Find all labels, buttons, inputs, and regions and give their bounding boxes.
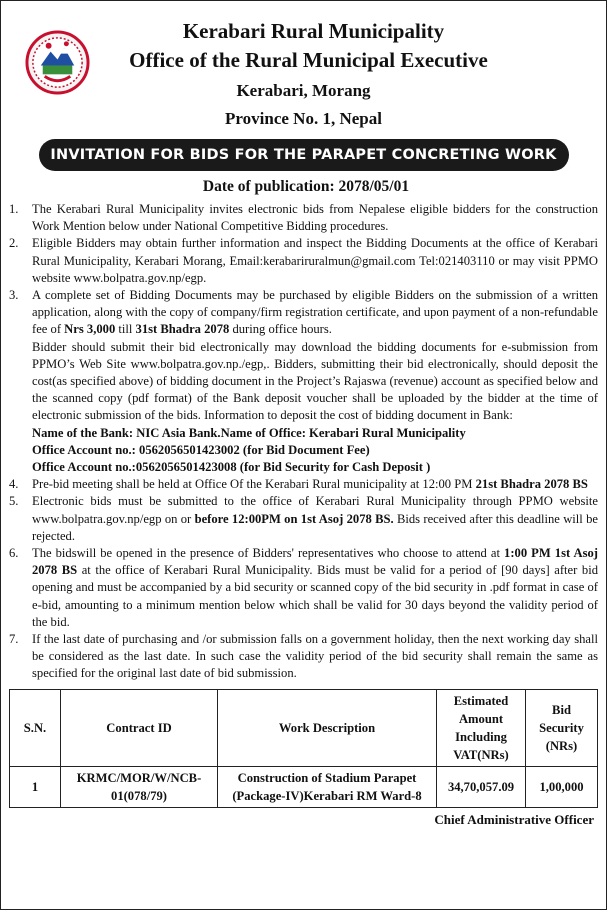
- item-text: [32, 545, 598, 631]
- bank-account-fee: Office Account no.: 0562056501423002 (for Bid Document Fee): [32, 442, 370, 457]
- purchase-deadline: 31st Bhadra 2078: [135, 322, 230, 337]
- text-span: Bidder should submit their bid electronically may download the bidding documents for e-submission from PPMO’s Web Site: [32, 339, 598, 371]
- text-span: Electronic bids must be submitted to the office of Kerabari Rural Municipality through PPMO website: [32, 494, 598, 509]
- text-span: /egp.: [181, 270, 207, 285]
- item-text: [32, 493, 598, 545]
- col-header-sn: S.N.: [10, 689, 61, 766]
- list-item: [9, 287, 598, 339]
- col-header-estimated-amount: [437, 689, 526, 766]
- table-row: [10, 766, 598, 807]
- item-number: 3.: [9, 288, 19, 303]
- item-number: 2.: [9, 236, 19, 251]
- text-span: or may visit PPMO website: [32, 253, 598, 285]
- cell-estimated-amount: 34,70,057.09: [437, 766, 526, 807]
- item-number: 1.: [9, 202, 19, 216]
- fee-amount: Nrs 3,000: [64, 322, 116, 337]
- notice-title-banner: INVITATION FOR BIDS FOR THE PARAPET CONCRETING WORK: [39, 139, 569, 171]
- province-line: Province No. 1, Nepal: [225, 109, 382, 128]
- e-submission-paragraph: [9, 339, 598, 425]
- item-text: The Kerabari Rural Municipality invites electronic bids from Nepalese eligible bidders for the construction Work Mention below under National Competitive Bidding procedures.: [32, 202, 598, 234]
- item-number: 6.: [9, 546, 19, 561]
- table-header-row: [10, 689, 598, 766]
- municipality-name: Kerabari Rural Municipality: [182, 19, 445, 43]
- item-number: 4.: [9, 477, 19, 492]
- bid-table: [9, 689, 598, 808]
- header-line: Including: [455, 729, 507, 744]
- cell-work-description: [218, 766, 437, 807]
- list-item: [9, 235, 598, 287]
- text-span: Bids received after this deadline will be rejected.: [32, 511, 598, 543]
- item-number: 7.: [9, 632, 19, 647]
- cell-line: (Package-IV)Kerabari RM Ward-8: [232, 788, 422, 803]
- item-text: If the last date of purchasing and /or submission falls on a government holiday, then the next working day shall be considered as the last date. In such case the validity period of the bid security shall remain the same as specified for the original last date of bid submission.: [32, 632, 598, 681]
- text-span: during office hours.: [229, 322, 332, 337]
- bank-name-line: Name of the Bank: NIC Asia Bank.Name of Office: Kerabari Rural Municipality: [32, 425, 466, 440]
- office-name: Office of the Rural Municipal Executive: [129, 48, 488, 72]
- cell-bid-security: 1,00,000: [526, 766, 598, 807]
- list-item: [9, 631, 598, 683]
- cell-line: KRMC/MOR/W/NCB-: [76, 770, 202, 785]
- letterhead: [1, 1, 606, 130]
- header-line: Estimated: [453, 693, 509, 708]
- website-link[interactable]: www.bolpatra.gov.np: [73, 270, 182, 285]
- text-span: on or: [161, 511, 195, 526]
- header-line: Bid Security: [539, 702, 584, 735]
- text-span: Eligible Bidders may obtain further information and inspect the Bidding Documents at the office of Kerabari Rural Municipality, Kerabari Morang, Email:kerabariruralmun@gmail.com: [32, 236, 598, 268]
- item-number: 5.: [9, 494, 19, 509]
- office-location: Kerabari, Morang: [236, 81, 371, 100]
- bank-account-security: Office Account no.:0562056501423008 (for Bid Security for Cash Deposit ): [32, 460, 431, 475]
- ppmo-website-link[interactable]: www.bolpatra.gov.np/egp: [32, 511, 162, 526]
- col-header-work-description: Work Description: [218, 689, 437, 766]
- signatory-title: Chief Administrative Officer: [434, 811, 594, 827]
- prebid-date: 21st Bhadra 2078 BS: [475, 477, 588, 492]
- cell-contract-id: [61, 766, 218, 807]
- text-span: Pre-bid meeting shall be held at Office Of the Kerabari Rural municipality at 12:00 PM: [32, 477, 476, 492]
- text-span: at the office of Kerabari Rural Municipality. Bids must be valid for a period of [90 days] after bid opening and must be accompanied by a bid security or scanned copy of the bid security in .pdf format in case of e-bid, amounting to a minimum mention below which shall be valid for 30 days beyond the validity period of the bid.: [32, 563, 598, 629]
- text-span: . Bidders, submitting their bid electronically, should deposit the cost(as specified above) of bidding document in the Project’s Rajaswa (revenue) account as specified below and the scanned copy (pdf format) of the Bank deposit voucher shall be uploaded by the bidder at the time of electronic submission of the bids. Information to deposit the cost of bidding document in Bank:: [32, 356, 598, 423]
- col-header-bid-security: [526, 689, 598, 766]
- notice-body: [9, 201, 598, 683]
- list-item: [9, 476, 598, 493]
- nepal-emblem-icon: [25, 30, 90, 95]
- list-item: [9, 545, 598, 631]
- col-header-contract-id: Contract ID: [61, 689, 218, 766]
- header-line: Amount: [458, 711, 504, 726]
- ppmo-egp-link[interactable]: www.bolpatra.gov.np./egp,: [130, 356, 267, 371]
- item-text: [32, 476, 598, 493]
- cell-line: Construction of Stadium Parapet: [237, 770, 417, 785]
- header-line: VAT(NRs): [453, 747, 509, 762]
- text-span: A complete set of Bidding Documents may be purchased by eligible Bidders on the submission of a written application, along with the copy of company/firm registration certificate, and upon payment of a non-refundable fee of: [32, 288, 598, 337]
- header-line: (NRs): [545, 738, 578, 753]
- text-span: The bidswill be opened in the presence of Bidders' representatives who choose to attend at: [32, 546, 505, 561]
- bid-opening-time: 1:00 PM 1st Asoj 2078 BS: [32, 546, 598, 578]
- submission-deadline: before 12:00PM on 1st Asoj 2078 BS.: [194, 511, 394, 526]
- item-text: [32, 287, 598, 339]
- cell-line: 01(078/79): [111, 788, 167, 803]
- list-item: [9, 493, 598, 545]
- list-item: [9, 201, 598, 235]
- text-span: till: [115, 322, 136, 337]
- publication-date: Date of publication: 2078/05/01: [202, 178, 410, 195]
- cell-sn: 1: [10, 766, 61, 807]
- item-text: [32, 235, 598, 287]
- telephone-link[interactable]: Tel:021403110: [419, 253, 495, 268]
